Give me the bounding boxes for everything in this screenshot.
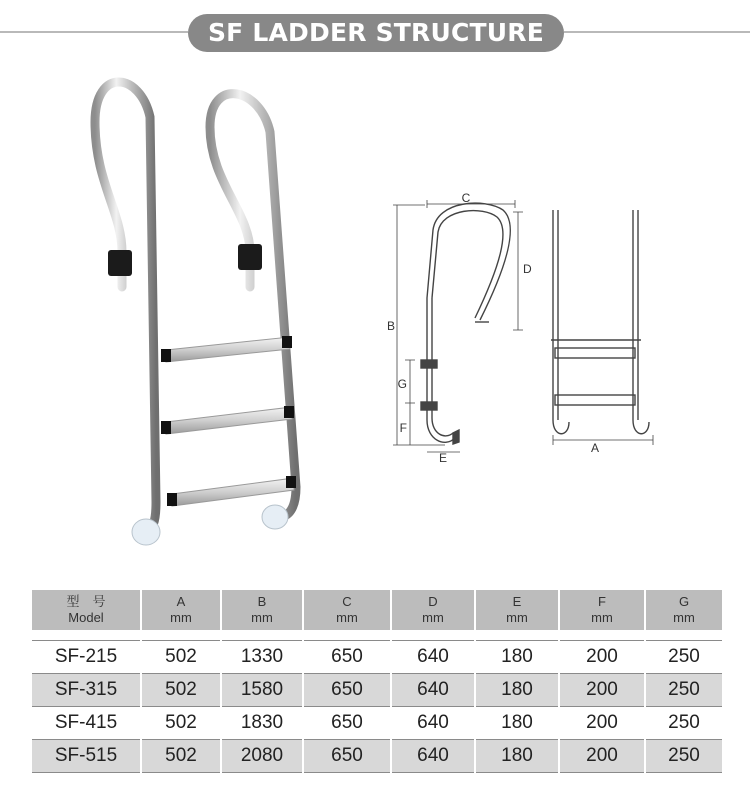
header-model: 型 号 Model <box>32 590 140 630</box>
table-row <box>32 673 722 706</box>
cell-c: 650 <box>304 673 390 706</box>
table-row <box>32 739 722 773</box>
step-bottom <box>167 476 296 506</box>
cell-a: 502 <box>142 640 220 673</box>
right-bumper <box>262 505 288 529</box>
spec-table <box>30 590 724 773</box>
label-g: G <box>397 377 407 391</box>
dimension-drawing <box>385 190 675 465</box>
cell-f: 200 <box>560 640 644 673</box>
header-g: G mm <box>646 590 722 630</box>
left-bumper <box>132 519 160 545</box>
cell-b: 1580 <box>222 673 302 706</box>
label-c: C <box>461 191 471 205</box>
table-row <box>32 706 722 739</box>
cell-f: 200 <box>560 739 644 773</box>
header-f: F mm <box>560 590 644 630</box>
cell-model: SF-315 <box>32 673 140 706</box>
cell-f: 200 <box>560 706 644 739</box>
title-rule-left <box>0 31 188 33</box>
cell-d: 640 <box>392 706 474 739</box>
table-row <box>32 640 722 673</box>
step-middle <box>161 406 294 434</box>
cell-c: 650 <box>304 640 390 673</box>
table-header-row <box>32 590 722 630</box>
cell-d: 640 <box>392 739 474 773</box>
right-handrail <box>210 94 296 517</box>
header-b: B mm <box>222 590 302 630</box>
header-d: D mm <box>392 590 474 630</box>
cell-b: 2080 <box>222 739 302 773</box>
cell-a: 502 <box>142 673 220 706</box>
cell-b: 1830 <box>222 706 302 739</box>
page-title: SF LADDER STRUCTURE <box>188 14 564 52</box>
left-anchor <box>108 250 132 276</box>
cell-c: 650 <box>304 739 390 773</box>
left-handrail <box>95 82 156 527</box>
right-anchor <box>238 244 262 270</box>
cell-g: 250 <box>646 673 722 706</box>
label-e: E <box>438 451 448 465</box>
cell-a: 502 <box>142 739 220 773</box>
cell-model: SF-415 <box>32 706 140 739</box>
header-e: E mm <box>476 590 558 630</box>
cell-model: SF-215 <box>32 640 140 673</box>
header-c: C mm <box>304 590 390 630</box>
cell-f: 200 <box>560 673 644 706</box>
label-a: A <box>590 441 600 455</box>
cell-e: 180 <box>476 640 558 673</box>
title-rule-right <box>564 31 750 33</box>
ladder-photo <box>60 62 360 562</box>
step-top <box>161 336 292 362</box>
label-d: D <box>523 262 532 276</box>
cell-c: 650 <box>304 706 390 739</box>
cell-b: 1330 <box>222 640 302 673</box>
header-a: A mm <box>142 590 220 630</box>
cell-e: 180 <box>476 673 558 706</box>
cell-a: 502 <box>142 706 220 739</box>
label-f: F <box>399 421 407 435</box>
cell-d: 640 <box>392 673 474 706</box>
cell-model: SF-515 <box>32 739 140 773</box>
cell-e: 180 <box>476 706 558 739</box>
cell-g: 250 <box>646 706 722 739</box>
label-b: B <box>386 319 395 333</box>
cell-d: 640 <box>392 640 474 673</box>
cell-g: 250 <box>646 640 722 673</box>
cell-e: 180 <box>476 739 558 773</box>
cell-g: 250 <box>646 739 722 773</box>
